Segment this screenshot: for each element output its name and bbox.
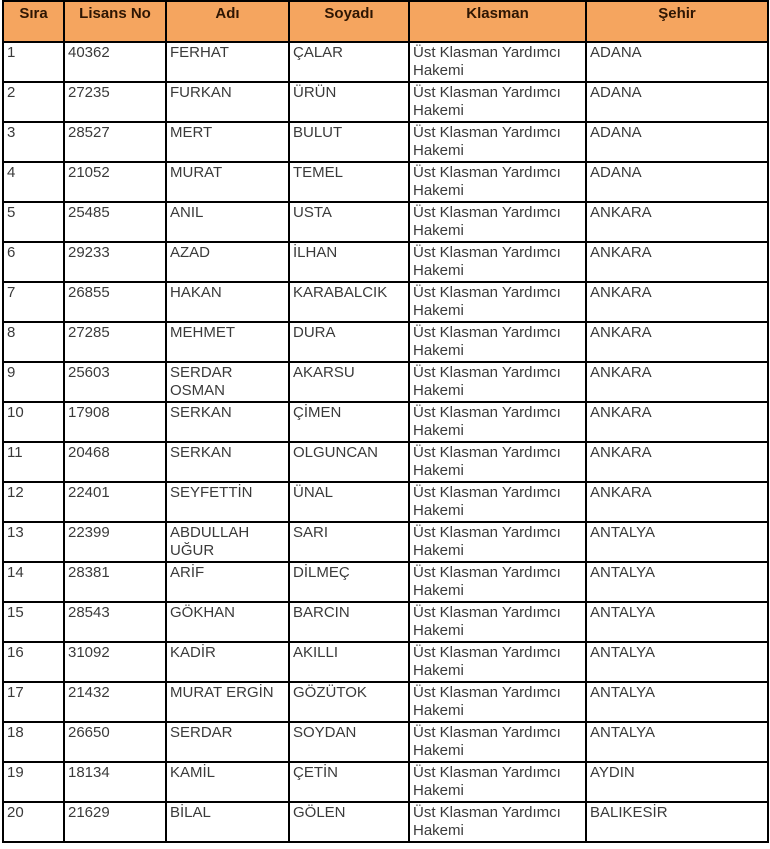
cell-sehir: ANKARA (586, 242, 768, 282)
cell-sehir: ANTALYA (586, 602, 768, 642)
cell-sira: 1 (3, 42, 64, 82)
cell-klasman: Üst Klasman Yardımcı Hakemi (409, 682, 586, 722)
table-row (3, 482, 768, 522)
cell-sehir: ANKARA (586, 322, 768, 362)
cell-sehir: ANTALYA (586, 722, 768, 762)
cell-sira: 7 (3, 282, 64, 322)
cell-sira: 15 (3, 602, 64, 642)
cell-sehir: ANTALYA (586, 562, 768, 602)
table-body (3, 42, 768, 842)
cell-sira: 12 (3, 482, 64, 522)
cell-sira: 8 (3, 322, 64, 362)
cell-adi: MURAT (166, 162, 289, 202)
table-row (3, 562, 768, 602)
table-row (3, 322, 768, 362)
cell-lisans: 27285 (64, 322, 166, 362)
cell-sira: 17 (3, 682, 64, 722)
table-row (3, 402, 768, 442)
cell-lisans: 21432 (64, 682, 166, 722)
cell-klasman: Üst Klasman Yardımcı Hakemi (409, 442, 586, 482)
cell-adi: KAMİL (166, 762, 289, 802)
cell-lisans: 26855 (64, 282, 166, 322)
cell-klasman: Üst Klasman Yardımcı Hakemi (409, 562, 586, 602)
table-row (3, 762, 768, 802)
cell-lisans: 27235 (64, 82, 166, 122)
cell-sehir: ANKARA (586, 362, 768, 402)
cell-lisans: 40362 (64, 42, 166, 82)
cell-lisans: 21052 (64, 162, 166, 202)
table-row (3, 82, 768, 122)
table-row (3, 442, 768, 482)
table-row (3, 362, 768, 402)
cell-soyadi: DURA (289, 322, 409, 362)
cell-klasman: Üst Klasman Yardımcı Hakemi (409, 602, 586, 642)
cell-sira: 13 (3, 522, 64, 562)
header-row (3, 1, 768, 42)
cell-soyadi: BARCIN (289, 602, 409, 642)
cell-sira: 5 (3, 202, 64, 242)
cell-sira: 16 (3, 642, 64, 682)
cell-lisans: 28527 (64, 122, 166, 162)
cell-klasman: Üst Klasman Yardımcı Hakemi (409, 82, 586, 122)
cell-sehir: AYDIN (586, 762, 768, 802)
cell-adi: KADİR (166, 642, 289, 682)
cell-sira: 14 (3, 562, 64, 602)
cell-klasman: Üst Klasman Yardımcı Hakemi (409, 42, 586, 82)
cell-lisans: 22399 (64, 522, 166, 562)
cell-adi: BİLAL (166, 802, 289, 842)
cell-sira: 20 (3, 802, 64, 842)
cell-klasman: Üst Klasman Yardımcı Hakemi (409, 722, 586, 762)
cell-soyadi: SOYDAN (289, 722, 409, 762)
cell-sehir: ADANA (586, 82, 768, 122)
cell-adi: SERKAN (166, 442, 289, 482)
table-row (3, 162, 768, 202)
cell-soyadi: GÖLEN (289, 802, 409, 842)
cell-soyadi: GÖZÜTOK (289, 682, 409, 722)
cell-lisans: 21629 (64, 802, 166, 842)
cell-klasman: Üst Klasman Yardımcı Hakemi (409, 322, 586, 362)
cell-sira: 6 (3, 242, 64, 282)
cell-soyadi: USTA (289, 202, 409, 242)
cell-sehir: ANKARA (586, 442, 768, 482)
cell-sehir: ANKARA (586, 282, 768, 322)
cell-adi: SERKAN (166, 402, 289, 442)
cell-lisans: 26650 (64, 722, 166, 762)
column-header-sehir: Şehir (586, 1, 768, 42)
cell-soyadi: ÜNAL (289, 482, 409, 522)
cell-soyadi: TEMEL (289, 162, 409, 202)
table-row (3, 602, 768, 642)
cell-sira: 9 (3, 362, 64, 402)
column-header-lisans: Lisans No (64, 1, 166, 42)
cell-klasman: Üst Klasman Yardımcı Hakemi (409, 282, 586, 322)
cell-adi: MERT (166, 122, 289, 162)
cell-soyadi: AKILLI (289, 642, 409, 682)
cell-soyadi: KARABALCIK (289, 282, 409, 322)
cell-adi: GÖKHAN (166, 602, 289, 642)
cell-adi: MEHMET (166, 322, 289, 362)
referee-table (2, 0, 769, 843)
column-header-adi: Adı (166, 1, 289, 42)
cell-sehir: ANTALYA (586, 682, 768, 722)
cell-klasman: Üst Klasman Yardımcı Hakemi (409, 402, 586, 442)
cell-sira: 11 (3, 442, 64, 482)
cell-klasman: Üst Klasman Yardımcı Hakemi (409, 802, 586, 842)
cell-lisans: 17908 (64, 402, 166, 442)
table-row (3, 122, 768, 162)
cell-sehir: BALIKESİR (586, 802, 768, 842)
cell-soyadi: ÇALAR (289, 42, 409, 82)
cell-adi: ANIL (166, 202, 289, 242)
cell-sira: 10 (3, 402, 64, 442)
cell-klasman: Üst Klasman Yardımcı Hakemi (409, 362, 586, 402)
cell-sehir: ANTALYA (586, 522, 768, 562)
table-row (3, 42, 768, 82)
cell-sehir: ANKARA (586, 482, 768, 522)
cell-klasman: Üst Klasman Yardımcı Hakemi (409, 162, 586, 202)
cell-sira: 19 (3, 762, 64, 802)
cell-lisans: 20468 (64, 442, 166, 482)
table-row (3, 242, 768, 282)
table-row (3, 522, 768, 562)
cell-sira: 4 (3, 162, 64, 202)
cell-adi: HAKAN (166, 282, 289, 322)
cell-lisans: 31092 (64, 642, 166, 682)
table-row (3, 722, 768, 762)
cell-soyadi: OLGUNCAN (289, 442, 409, 482)
cell-adi: ARİF (166, 562, 289, 602)
cell-soyadi: BULUT (289, 122, 409, 162)
cell-klasman: Üst Klasman Yardımcı Hakemi (409, 202, 586, 242)
cell-adi: ABDULLAH UĞUR (166, 522, 289, 562)
cell-adi: FERHAT (166, 42, 289, 82)
cell-adi: SEYFETTİN (166, 482, 289, 522)
cell-lisans: 18134 (64, 762, 166, 802)
cell-klasman: Üst Klasman Yardımcı Hakemi (409, 122, 586, 162)
cell-lisans: 25485 (64, 202, 166, 242)
cell-lisans: 22401 (64, 482, 166, 522)
cell-soyadi: SARI (289, 522, 409, 562)
cell-sira: 2 (3, 82, 64, 122)
cell-lisans: 28543 (64, 602, 166, 642)
cell-sehir: ANKARA (586, 202, 768, 242)
cell-adi: SERDAR OSMAN (166, 362, 289, 402)
cell-lisans: 25603 (64, 362, 166, 402)
cell-sehir: ADANA (586, 122, 768, 162)
cell-sehir: ADANA (586, 162, 768, 202)
cell-soyadi: ÇİMEN (289, 402, 409, 442)
cell-sira: 3 (3, 122, 64, 162)
cell-klasman: Üst Klasman Yardımcı Hakemi (409, 482, 586, 522)
table-row (3, 202, 768, 242)
cell-klasman: Üst Klasman Yardımcı Hakemi (409, 242, 586, 282)
cell-klasman: Üst Klasman Yardımcı Hakemi (409, 522, 586, 562)
cell-sehir: ADANA (586, 42, 768, 82)
cell-adi: SERDAR (166, 722, 289, 762)
table-row (3, 282, 768, 322)
cell-soyadi: ÜRÜN (289, 82, 409, 122)
cell-sira: 18 (3, 722, 64, 762)
cell-lisans: 28381 (64, 562, 166, 602)
column-header-klasman: Klasman (409, 1, 586, 42)
cell-sehir: ANKARA (586, 402, 768, 442)
cell-soyadi: DİLMEÇ (289, 562, 409, 602)
column-header-soyadi: Soyadı (289, 1, 409, 42)
cell-klasman: Üst Klasman Yardımcı Hakemi (409, 642, 586, 682)
table-row (3, 642, 768, 682)
cell-adi: MURAT ERGİN (166, 682, 289, 722)
table-row (3, 802, 768, 842)
cell-sehir: ANTALYA (586, 642, 768, 682)
table-header (3, 1, 768, 42)
cell-soyadi: AKARSU (289, 362, 409, 402)
cell-soyadi: ÇETİN (289, 762, 409, 802)
cell-adi: FURKAN (166, 82, 289, 122)
column-header-sira: Sıra (3, 1, 64, 42)
cell-lisans: 29233 (64, 242, 166, 282)
cell-adi: AZAD (166, 242, 289, 282)
cell-soyadi: İLHAN (289, 242, 409, 282)
cell-klasman: Üst Klasman Yardımcı Hakemi (409, 762, 586, 802)
table-row (3, 682, 768, 722)
